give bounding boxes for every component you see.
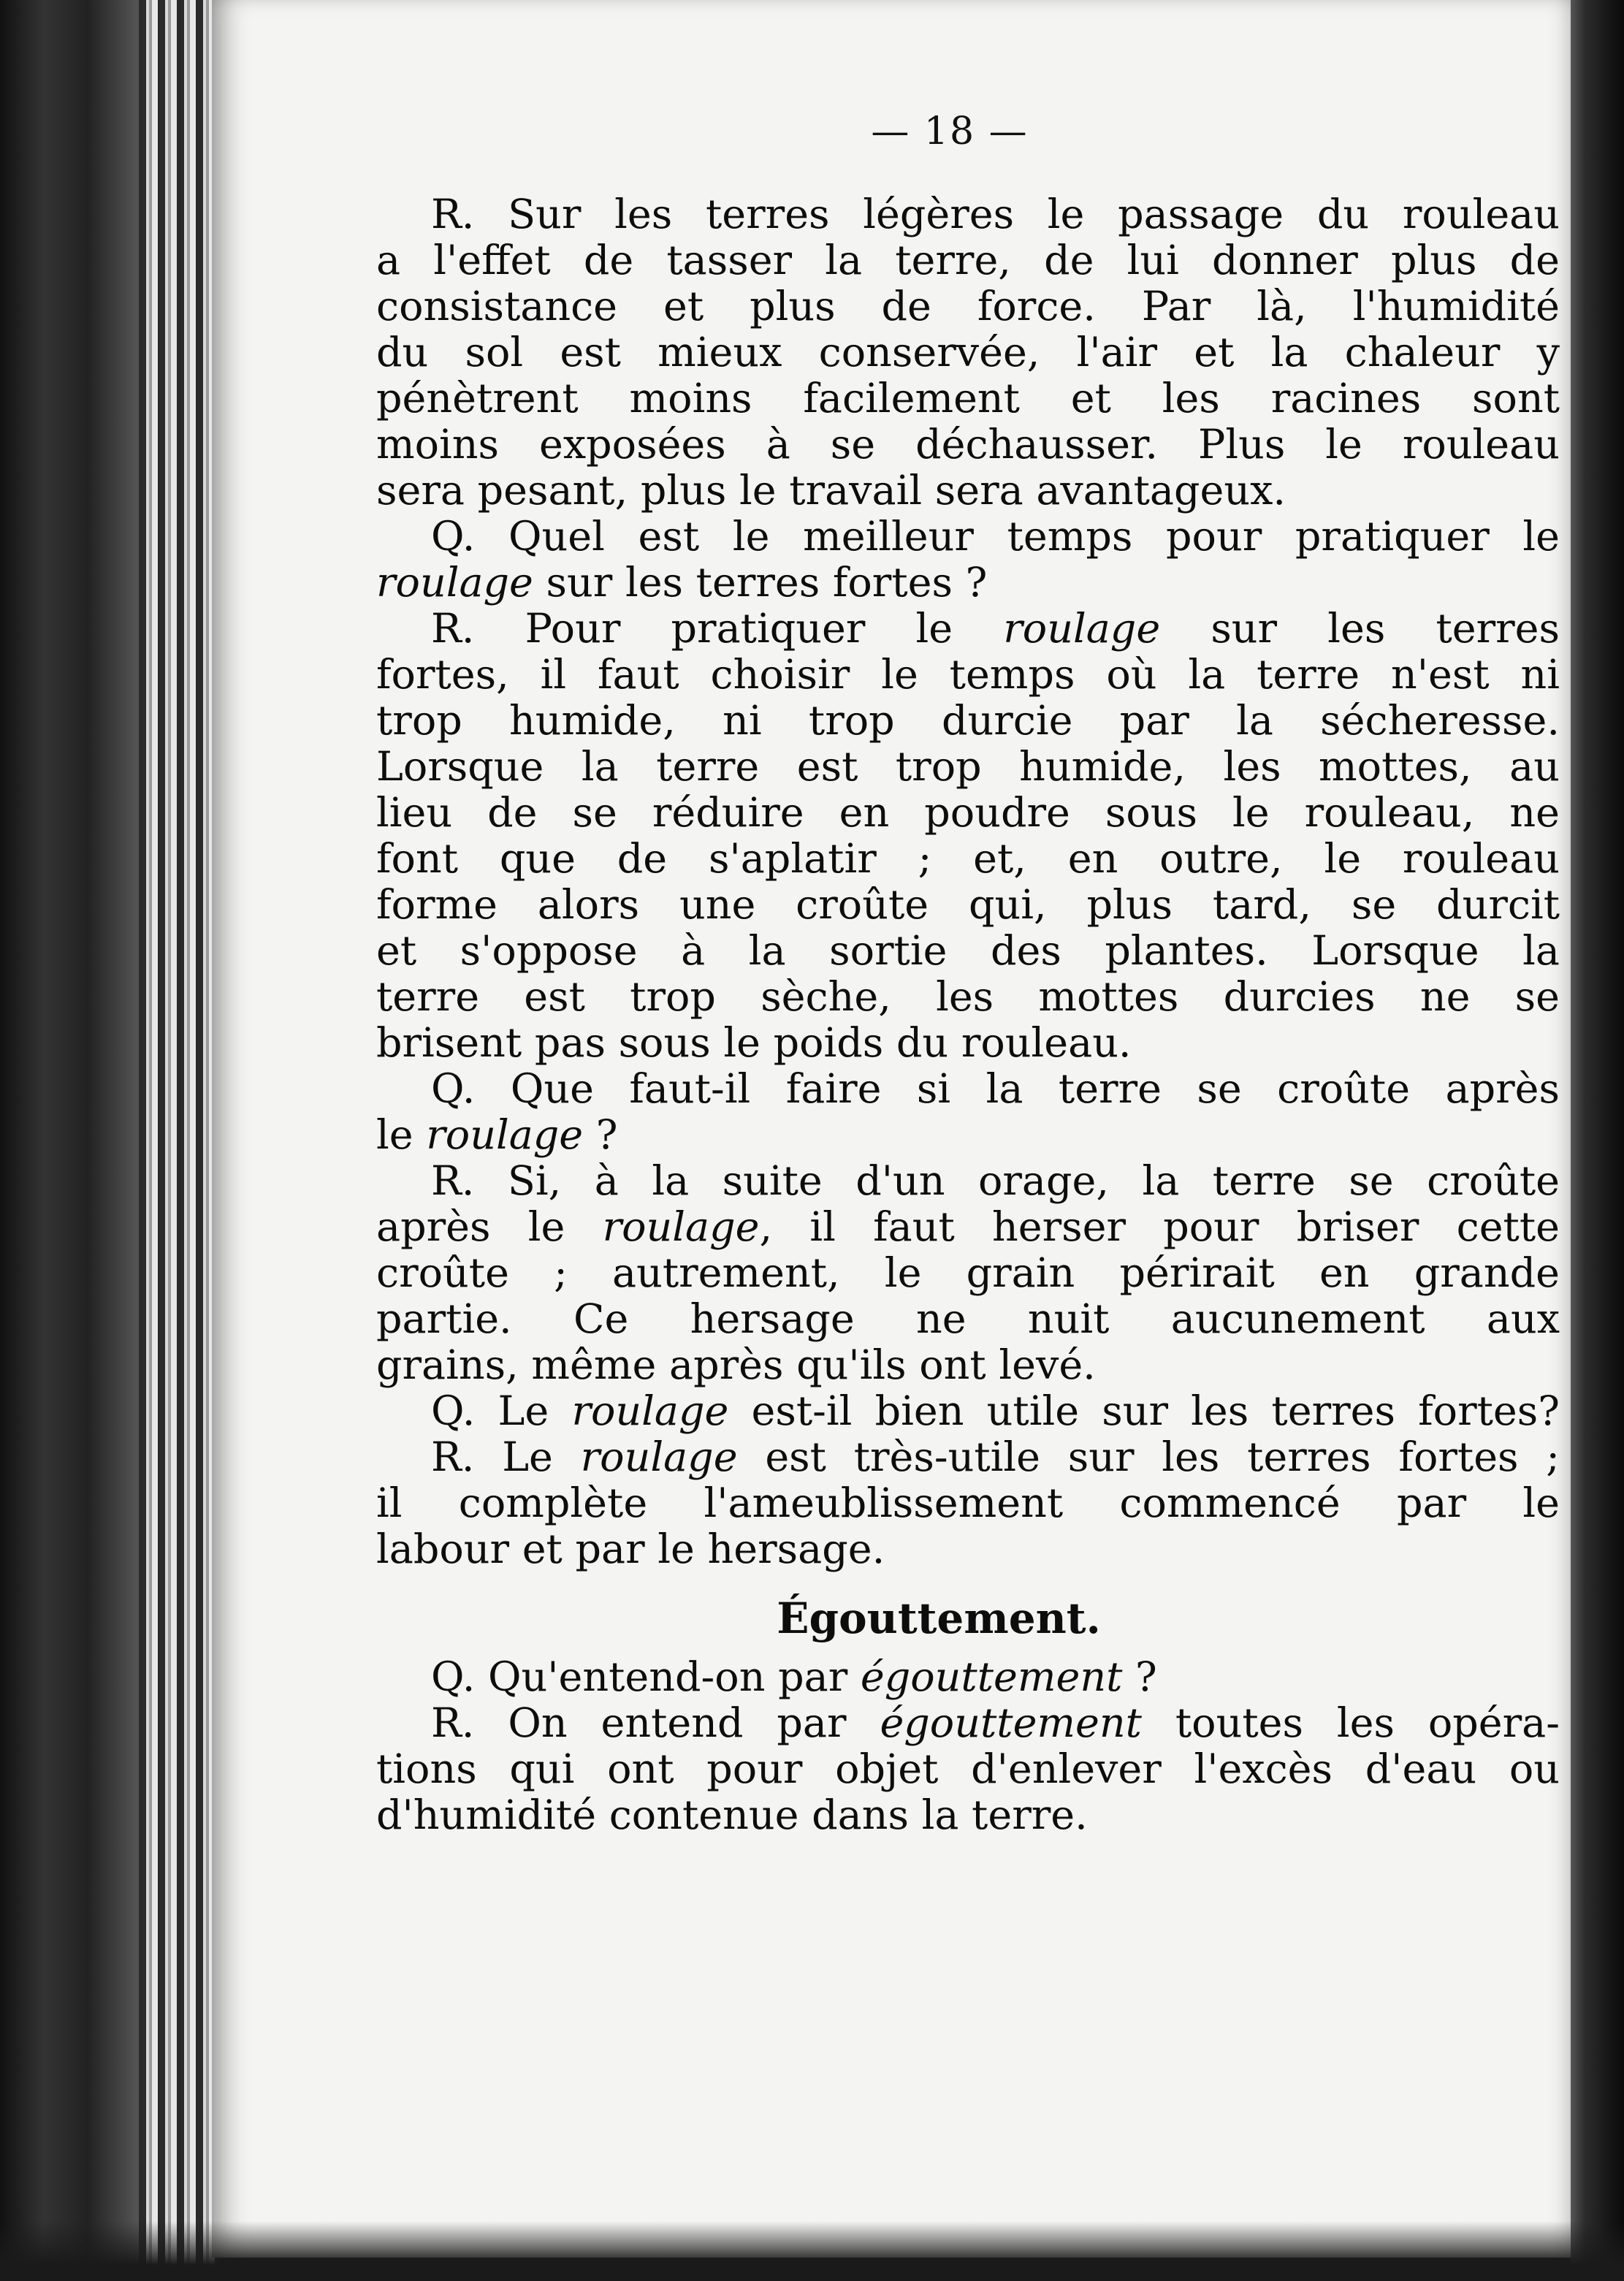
body-paragraphs [376, 191, 1560, 1572]
text-line: Q. Qu'entend-on par égouttement ? [431, 1653, 1157, 1701]
text-line: forme alors une croûte qui, plus tard, se durcit [376, 881, 1560, 929]
section-paragraphs [376, 1654, 1560, 1838]
text-line: R. Si, à la suite d'un orage, la terre se croûte [431, 1157, 1560, 1205]
text-line: R. Sur les terres légères le passage du rouleau [431, 191, 1560, 238]
text-line: du sol est mieux conservée, l'air et la chaleur y [376, 329, 1560, 376]
page-number: — 18 — [871, 110, 1029, 153]
text-line: sera pesant, plus le travail sera avantageux. [376, 467, 1286, 514]
text-line: terre est trop sèche, les mottes durcies ne se [376, 973, 1560, 1021]
page-text [376, 191, 1560, 1838]
text-line: il complète l'ameublissement commencé par le [376, 1480, 1560, 1527]
text-line: brisent pas sous le poids du rouleau. [376, 1019, 1132, 1067]
text-line: fortes, il faut choisir le temps où la terre n'est ni [376, 651, 1560, 698]
text-line: Q. Le roulage est-il bien utile sur les terres fortes? [431, 1387, 1560, 1435]
text-line: font que de s'aplatir ; et, en outre, le rouleau [376, 835, 1560, 883]
text-line: labour et par le hersage. [376, 1526, 885, 1573]
text-line: croûte ; autrement, le grain périrait en grande [376, 1249, 1560, 1297]
text-line: a l'effet de tasser la terre, de lui donner plus de [376, 237, 1560, 284]
text-line: lieu de se réduire en poudre sous le rouleau, ne [376, 789, 1560, 837]
text-line: Lorsque la terre est trop humide, les mottes, au [376, 743, 1560, 791]
text-line: R. On entend par égouttement toutes les opéra- [431, 1699, 1560, 1747]
text-line: R. Pour pratiquer le roulage sur les terres [431, 605, 1560, 652]
text-line: roulage sur les terres fortes ? [376, 559, 988, 606]
section-heading: Égouttement. [777, 1593, 1101, 1643]
text-line: partie. Ce hersage ne nuit aucunement aux [376, 1295, 1560, 1343]
book-edge-shadow [0, 0, 139, 2281]
right-margin-shadow [1571, 0, 1624, 2281]
text-line: R. Le roulage est très-utile sur les terres fortes ; [431, 1433, 1560, 1481]
text-line: pénètrent moins facilement et les racines sont [376, 375, 1560, 422]
bottom-shadow [0, 2221, 1624, 2281]
text-line: consistance et plus de force. Par là, l'humidité [376, 283, 1560, 330]
text-line: et s'oppose à la sortie des plantes. Lorsque la [376, 927, 1560, 975]
stacked-page-edges [139, 0, 219, 2281]
text-line: trop humide, ni trop durcie par la sécheresse. [376, 697, 1560, 745]
text-line: tions qui ont pour objet d'enlever l'excès d'eau ou [376, 1745, 1560, 1793]
text-line: Q. Quel est le meilleur temps pour pratiquer le [431, 513, 1560, 560]
text-line: après le roulage, il faut herser pour briser cette [376, 1203, 1560, 1251]
text-line: le roulage ? [376, 1111, 618, 1159]
text-line: grains, même après qu'ils ont levé. [376, 1341, 1096, 1389]
text-line: d'humidité contenue dans la terre. [376, 1791, 1088, 1839]
text-line: Q. Que faut-il faire si la terre se croûte après [431, 1065, 1560, 1113]
text-line: moins exposées à se déchausser. Plus le rouleau [376, 421, 1560, 468]
